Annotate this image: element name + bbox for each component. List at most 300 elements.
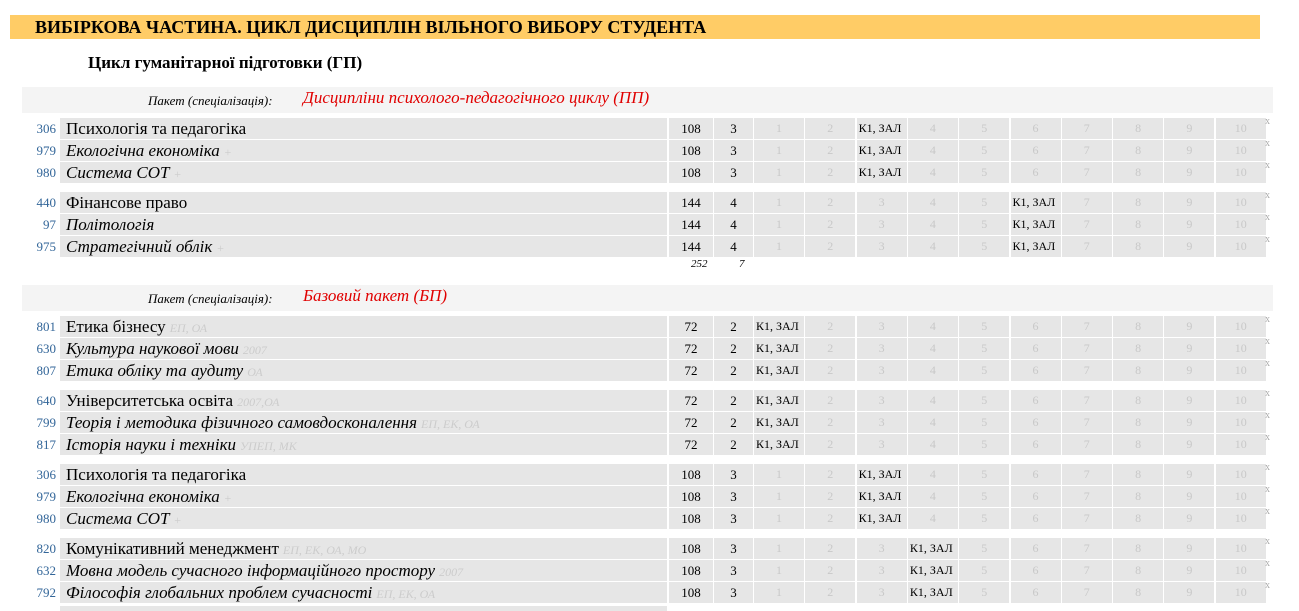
- semester-cell[interactable]: 3: [857, 338, 907, 359]
- package-name[interactable]: Базовий пакет (БП): [303, 286, 448, 305]
- course-note: ЕП, ЕК, ОА: [376, 587, 436, 601]
- semester-cell[interactable]: 8: [1113, 118, 1163, 139]
- course-note: ЕП, ОА: [169, 321, 208, 335]
- course-name[interactable]: [60, 434, 667, 455]
- remove-mark[interactable]: x: [1265, 536, 1270, 547]
- semester-cell[interactable]: 9: [1164, 316, 1214, 337]
- course-row: [0, 360, 1299, 382]
- course-id-link[interactable]: 980: [36, 511, 56, 526]
- semester-cell[interactable]: 4: [908, 192, 958, 213]
- semester-assessment[interactable]: К1, ЗАЛ: [754, 316, 804, 337]
- semester-cell[interactable]: 6: [1011, 390, 1061, 411]
- course-credits: 3: [714, 560, 753, 581]
- remove-mark[interactable]: x: [1265, 432, 1270, 443]
- semester-cell[interactable]: 5: [959, 316, 1009, 337]
- semester-assessment[interactable]: К1, ЗАЛ: [908, 560, 958, 581]
- course-name[interactable]: [60, 118, 667, 139]
- semester-cell[interactable]: 5: [959, 338, 1009, 359]
- semester-cell[interactable]: 9: [1164, 162, 1214, 183]
- semester-cell[interactable]: 4: [908, 236, 958, 257]
- remove-mark[interactable]: x: [1265, 506, 1270, 517]
- semester-assessment[interactable]: К1, ЗАЛ: [754, 360, 804, 381]
- semester-cell[interactable]: 5: [959, 486, 1009, 507]
- course-name[interactable]: [60, 338, 667, 359]
- semester-cell[interactable]: 3: [857, 214, 907, 235]
- semester-cell[interactable]: 5: [959, 434, 1009, 455]
- semester-cell[interactable]: 2: [805, 560, 855, 581]
- semester-cell[interactable]: 9: [1164, 236, 1214, 257]
- semester-cell[interactable]: 3: [857, 192, 907, 213]
- semester-cell[interactable]: 7: [1062, 214, 1112, 235]
- semester-cell[interactable]: 10: [1216, 390, 1266, 411]
- remove-mark[interactable]: x: [1265, 160, 1270, 171]
- course-row: [0, 508, 1299, 530]
- semester-assessment[interactable]: К1, ЗАЛ: [857, 118, 907, 139]
- semester-cell[interactable]: 4: [908, 214, 958, 235]
- course-hours: 108: [669, 162, 713, 183]
- course-row: [0, 162, 1299, 184]
- semester-assessment[interactable]: К1, ЗАЛ: [857, 140, 907, 161]
- course-note: УПЕП, МК: [240, 439, 297, 453]
- semester-cell[interactable]: 5: [959, 214, 1009, 235]
- package-header: [22, 285, 1273, 311]
- course-credits: 2: [714, 360, 753, 381]
- semester-cell[interactable]: 1: [754, 560, 804, 581]
- semester-cell[interactable]: 7: [1062, 412, 1112, 433]
- semester-cell[interactable]: 1: [754, 236, 804, 257]
- semester-cell[interactable]: 8: [1113, 560, 1163, 581]
- semester-cell[interactable]: 9: [1164, 338, 1214, 359]
- semester-cell[interactable]: 2: [805, 140, 855, 161]
- semester-cell[interactable]: 8: [1113, 162, 1163, 183]
- course-credits: 3: [714, 118, 753, 139]
- course-id-link[interactable]: 801: [36, 319, 56, 334]
- course-id-link[interactable]: 807: [36, 363, 56, 378]
- course-name[interactable]: [60, 236, 667, 257]
- semester-cell[interactable]: 5: [959, 412, 1009, 433]
- semester-cell[interactable]: 7: [1062, 390, 1112, 411]
- semester-assessment[interactable]: К1, ЗАЛ: [754, 412, 804, 433]
- cycle-title: Цикл гуманітарної підготовки (ГП): [88, 53, 363, 72]
- semester-cell[interactable]: 6: [1011, 582, 1061, 603]
- semester-cell[interactable]: 2: [805, 338, 855, 359]
- semester-cell[interactable]: 10: [1216, 214, 1266, 235]
- semester-cell[interactable]: 3: [857, 434, 907, 455]
- course-id-link[interactable]: 440: [36, 195, 56, 210]
- semester-cell[interactable]: 5: [959, 140, 1009, 161]
- remove-mark[interactable]: x: [1265, 336, 1270, 347]
- semester-cell[interactable]: 5: [959, 192, 1009, 213]
- semester-cell[interactable]: 7: [1062, 338, 1112, 359]
- course-id-link[interactable]: 792: [36, 585, 56, 600]
- course-title[interactable]: Екологічна економіка: [66, 487, 220, 506]
- semester-cell[interactable]: 1: [754, 486, 804, 507]
- course-name[interactable]: [60, 508, 667, 529]
- course-title[interactable]: Етика обліку та аудиту: [66, 361, 244, 380]
- semester-cell[interactable]: 4: [908, 412, 958, 433]
- semester-cell[interactable]: 3: [857, 316, 907, 337]
- semester-cell[interactable]: 10: [1216, 236, 1266, 257]
- remove-mark[interactable]: x: [1265, 190, 1270, 201]
- semester-cell[interactable]: 6: [1011, 538, 1061, 559]
- course-title[interactable]: Психологія та педагогіка: [66, 119, 247, 138]
- course-title[interactable]: Культура наукової мови: [66, 339, 239, 358]
- course-id-link[interactable]: 306: [36, 467, 56, 482]
- course-name[interactable]: [60, 560, 667, 581]
- semester-cell[interactable]: 6: [1011, 360, 1061, 381]
- remove-mark[interactable]: x: [1265, 212, 1270, 223]
- semester-assessment[interactable]: К1, ЗАЛ: [1011, 214, 1061, 235]
- course-credits: 2: [714, 316, 753, 337]
- semester-cell[interactable]: 3: [857, 360, 907, 381]
- semester-cell[interactable]: 7: [1062, 434, 1112, 455]
- course-name[interactable]: [60, 214, 667, 235]
- course-credits: 3: [714, 140, 753, 161]
- semester-cell[interactable]: 10: [1216, 486, 1266, 507]
- semester-cell[interactable]: 2: [805, 192, 855, 213]
- course-title[interactable]: Екологічна економіка: [66, 141, 220, 160]
- course-name[interactable]: [60, 390, 667, 411]
- course-id-link[interactable]: 632: [36, 563, 56, 578]
- semester-cell[interactable]: 9: [1164, 560, 1214, 581]
- course-title[interactable]: Університетська освіта: [66, 391, 234, 410]
- course-note: 2007: [439, 565, 464, 579]
- semester-cell[interactable]: 5: [959, 118, 1009, 139]
- course-title[interactable]: Філософія глобальних проблем сучасності: [66, 583, 373, 602]
- semester-cell[interactable]: 3: [857, 560, 907, 581]
- semester-cell[interactable]: 10: [1216, 162, 1266, 183]
- course-id-link[interactable]: 980: [36, 165, 56, 180]
- course-credits: 2: [714, 434, 753, 455]
- remove-mark[interactable]: x: [1265, 358, 1270, 369]
- semester-cell[interactable]: 9: [1164, 434, 1214, 455]
- semester-cell[interactable]: 4: [908, 338, 958, 359]
- course-note: +: [173, 167, 182, 181]
- semester-cell[interactable]: 7: [1062, 140, 1112, 161]
- course-credits: 3: [714, 464, 753, 485]
- semester-cell[interactable]: 10: [1216, 434, 1266, 455]
- semester-cell[interactable]: 8: [1113, 486, 1163, 507]
- semester-cell[interactable]: 6: [1011, 316, 1061, 337]
- semester-cell[interactable]: 6: [1011, 560, 1061, 581]
- semester-cell[interactable]: 7: [1062, 360, 1112, 381]
- course-note: +: [223, 145, 232, 159]
- semester-cell[interactable]: 2: [805, 118, 855, 139]
- package-label: Пакет (спеціалізація):: [148, 291, 273, 306]
- semester-cell[interactable]: 10: [1216, 140, 1266, 161]
- course-title[interactable]: Історія науки і техніки: [66, 435, 237, 454]
- semester-cell[interactable]: 4: [908, 360, 958, 381]
- course-name[interactable]: [60, 192, 667, 213]
- semester-cell[interactable]: 4: [908, 464, 958, 485]
- course-hours: 144: [669, 236, 713, 257]
- semester-assessment[interactable]: К1, ЗАЛ: [754, 434, 804, 455]
- semester-cell[interactable]: 2: [805, 486, 855, 507]
- semester-cell[interactable]: 5: [959, 236, 1009, 257]
- course-id-link[interactable]: 979: [36, 143, 56, 158]
- remove-mark[interactable]: x: [1265, 314, 1270, 325]
- semester-cell[interactable]: 7: [1062, 508, 1112, 529]
- course-hours: 144: [669, 192, 713, 213]
- semester-cell[interactable]: 9: [1164, 360, 1214, 381]
- course-name[interactable]: [60, 316, 667, 337]
- course-row: [0, 582, 1299, 604]
- semester-cell[interactable]: 9: [1164, 140, 1214, 161]
- semester-cell[interactable]: 4: [908, 508, 958, 529]
- semester-cell[interactable]: 8: [1113, 508, 1163, 529]
- course-title[interactable]: Етика бізнесу: [66, 317, 166, 336]
- semester-cell[interactable]: 5: [959, 538, 1009, 559]
- semester-cell[interactable]: 1: [754, 162, 804, 183]
- course-id-link[interactable]: 640: [36, 393, 56, 408]
- semester-cell[interactable]: 5: [959, 162, 1009, 183]
- course-row: [0, 192, 1299, 214]
- semester-cell[interactable]: 9: [1164, 390, 1214, 411]
- course-row: [0, 434, 1299, 456]
- semester-cell[interactable]: 10: [1216, 316, 1266, 337]
- course-id-link[interactable]: 799: [36, 415, 56, 430]
- semester-cell[interactable]: 4: [908, 390, 958, 411]
- remove-mark[interactable]: x: [1265, 388, 1270, 399]
- semester-cell[interactable]: 3: [857, 582, 907, 603]
- course-note: 2007,ОА: [237, 395, 280, 409]
- section-banner: [10, 15, 1260, 39]
- course-hours: 108: [669, 508, 713, 529]
- course-hours: 72: [669, 338, 713, 359]
- course-note: +: [223, 491, 232, 505]
- semester-cell[interactable]: 7: [1062, 118, 1112, 139]
- semester-cell[interactable]: 1: [754, 214, 804, 235]
- semester-cell[interactable]: 1: [754, 582, 804, 603]
- semester-cell[interactable]: 8: [1113, 582, 1163, 603]
- semester-cell[interactable]: 8: [1113, 538, 1163, 559]
- semester-cell[interactable]: 5: [959, 464, 1009, 485]
- semester-cell[interactable]: 7: [1062, 486, 1112, 507]
- semester-cell[interactable]: 7: [1062, 162, 1112, 183]
- semester-cell[interactable]: 1: [754, 192, 804, 213]
- course-title[interactable]: Мовна модель сучасного інформаційного простору: [66, 561, 436, 580]
- section-title: ВИБІРКОВА ЧАСТИНА. ЦИКЛ ДИСЦИПЛІН ВІЛЬНОГО ВИБОРУ СТУДЕНТА: [35, 17, 707, 37]
- course-title[interactable]: Система СОТ: [66, 509, 170, 528]
- semester-cell[interactable]: 6: [1011, 508, 1061, 529]
- semester-cell[interactable]: 10: [1216, 582, 1266, 603]
- semester-cell[interactable]: 6: [1011, 140, 1061, 161]
- semester-cell[interactable]: 6: [1011, 412, 1061, 433]
- course-credits: 2: [714, 338, 753, 359]
- course-name[interactable]: [60, 464, 667, 485]
- semester-cell[interactable]: 5: [959, 582, 1009, 603]
- course-name[interactable]: [60, 486, 667, 507]
- course-name[interactable]: [60, 140, 667, 161]
- semester-cell[interactable]: 7: [1062, 192, 1112, 213]
- course-note: ЕП, ЕК, ОА, МО: [282, 543, 367, 557]
- semester-cell[interactable]: 9: [1164, 214, 1214, 235]
- semester-assessment[interactable]: К1, ЗАЛ: [908, 538, 958, 559]
- course-row: [0, 560, 1299, 582]
- course-hours: 72: [669, 412, 713, 433]
- semester-cell[interactable]: 9: [1164, 464, 1214, 485]
- course-hours: 108: [669, 118, 713, 139]
- semester-cell[interactable]: 3: [857, 412, 907, 433]
- semester-cell[interactable]: 4: [908, 316, 958, 337]
- semester-cell[interactable]: 5: [959, 390, 1009, 411]
- semester-cell[interactable]: 8: [1113, 464, 1163, 485]
- semester-cell[interactable]: 10: [1216, 338, 1266, 359]
- course-id-link[interactable]: 306: [36, 121, 56, 136]
- course-row: [0, 412, 1299, 434]
- course-title[interactable]: Система СОТ: [66, 163, 170, 182]
- course-name[interactable]: [60, 360, 667, 381]
- semester-cell[interactable]: 8: [1113, 434, 1163, 455]
- course-title[interactable]: Психологія та педагогіка: [66, 465, 247, 484]
- semester-cell[interactable]: 10: [1216, 508, 1266, 529]
- course-id-link[interactable]: 817: [36, 437, 56, 452]
- semester-cell[interactable]: 8: [1113, 316, 1163, 337]
- semester-assessment[interactable]: К1, ЗАЛ: [1011, 192, 1061, 213]
- semester-cell[interactable]: 1: [754, 140, 804, 161]
- course-id-link[interactable]: 820: [36, 541, 56, 556]
- semester-cell[interactable]: 10: [1216, 464, 1266, 485]
- semester-cell[interactable]: 4: [908, 162, 958, 183]
- course-title[interactable]: Комунікативний менеджмент: [66, 539, 279, 558]
- semester-cell[interactable]: 2: [805, 582, 855, 603]
- semester-cell[interactable]: 9: [1164, 582, 1214, 603]
- semester-cell[interactable]: 10: [1216, 412, 1266, 433]
- semester-cell[interactable]: 6: [1011, 434, 1061, 455]
- semester-cell[interactable]: 8: [1113, 214, 1163, 235]
- semester-cell[interactable]: 6: [1011, 338, 1061, 359]
- semester-cell[interactable]: 5: [959, 508, 1009, 529]
- course-name[interactable]: [60, 582, 667, 603]
- semester-cell[interactable]: 8: [1113, 236, 1163, 257]
- semester-cell[interactable]: 10: [1216, 538, 1266, 559]
- semester-cell[interactable]: 2: [805, 508, 855, 529]
- semester-cell[interactable]: 8: [1113, 360, 1163, 381]
- remove-mark[interactable]: x: [1265, 116, 1270, 127]
- semester-cell[interactable]: 2: [805, 412, 855, 433]
- semester-cell[interactable]: 10: [1216, 560, 1266, 581]
- course-title[interactable]: Теорія і методика фізичного самовдосконалення: [66, 413, 418, 432]
- course-credits: 3: [714, 162, 753, 183]
- semester-assessment[interactable]: К1, ЗАЛ: [908, 582, 958, 603]
- semester-cell[interactable]: 7: [1062, 464, 1112, 485]
- semester-cell[interactable]: 10: [1216, 360, 1266, 381]
- semester-cell[interactable]: 10: [1216, 192, 1266, 213]
- remove-mark[interactable]: x: [1265, 484, 1270, 495]
- package-name[interactable]: Дисципліни психолого-педагогічного циклу (ПП): [303, 88, 650, 107]
- semester-cell[interactable]: 2: [805, 464, 855, 485]
- semester-cell[interactable]: 6: [1011, 118, 1061, 139]
- semester-cell[interactable]: 9: [1164, 412, 1214, 433]
- semester-cell[interactable]: 9: [1164, 192, 1214, 213]
- semester-cell[interactable]: 3: [857, 538, 907, 559]
- semester-cell[interactable]: 4: [908, 486, 958, 507]
- course-credits: 3: [714, 538, 753, 559]
- semester-cell[interactable]: 2: [805, 214, 855, 235]
- remove-mark[interactable]: x: [1265, 138, 1270, 149]
- semester-cell[interactable]: 8: [1113, 412, 1163, 433]
- semester-cell[interactable]: 2: [805, 236, 855, 257]
- semester-cell[interactable]: 9: [1164, 508, 1214, 529]
- course-id-link[interactable]: 97: [43, 217, 56, 232]
- semester-cell[interactable]: 1: [754, 464, 804, 485]
- semester-cell[interactable]: 6: [1011, 162, 1061, 183]
- semester-cell[interactable]: 8: [1113, 390, 1163, 411]
- semester-cell[interactable]: 9: [1164, 486, 1214, 507]
- course-id-link[interactable]: 630: [36, 341, 56, 356]
- semester-cell[interactable]: 2: [805, 316, 855, 337]
- semester-assessment[interactable]: К1, ЗАЛ: [857, 486, 907, 507]
- semester-cell[interactable]: 2: [805, 162, 855, 183]
- course-title[interactable]: Політологія: [66, 215, 155, 234]
- semester-assessment[interactable]: К1, ЗАЛ: [754, 338, 804, 359]
- remove-mark[interactable]: x: [1265, 410, 1270, 421]
- semester-cell[interactable]: 4: [908, 140, 958, 161]
- course-name[interactable]: [60, 538, 667, 559]
- semester-cell[interactable]: 7: [1062, 316, 1112, 337]
- semester-cell[interactable]: 5: [959, 360, 1009, 381]
- course-hours: 72: [669, 390, 713, 411]
- course-title[interactable]: Фінансове право: [66, 193, 188, 212]
- semester-cell[interactable]: 6: [1011, 486, 1061, 507]
- semester-cell[interactable]: 6: [1011, 464, 1061, 485]
- semester-cell[interactable]: 8: [1113, 140, 1163, 161]
- semester-cell[interactable]: 5: [959, 560, 1009, 581]
- semester-cell[interactable]: 7: [1062, 236, 1112, 257]
- semester-cell[interactable]: 9: [1164, 118, 1214, 139]
- semester-cell[interactable]: 3: [857, 236, 907, 257]
- semester-cell[interactable]: 1: [754, 118, 804, 139]
- course-id-link[interactable]: 975: [36, 239, 56, 254]
- semester-cell[interactable]: 4: [908, 118, 958, 139]
- course-note: +: [216, 241, 225, 255]
- course-title[interactable]: Стратегічний облік: [66, 237, 213, 256]
- semester-cell[interactable]: 3: [857, 390, 907, 411]
- semester-cell[interactable]: 9: [1164, 538, 1214, 559]
- semester-cell[interactable]: 8: [1113, 192, 1163, 213]
- semester-assessment[interactable]: К1, ЗАЛ: [857, 162, 907, 183]
- semester-cell[interactable]: 2: [805, 360, 855, 381]
- semester-cell[interactable]: 7: [1062, 560, 1112, 581]
- semester-cell[interactable]: 8: [1113, 338, 1163, 359]
- remove-mark[interactable]: x: [1265, 580, 1270, 591]
- semester-cell[interactable]: 1: [754, 538, 804, 559]
- semester-assessment[interactable]: К1, ЗАЛ: [1011, 236, 1061, 257]
- semester-assessment[interactable]: К1, ЗАЛ: [857, 508, 907, 529]
- remove-mark[interactable]: x: [1265, 558, 1270, 569]
- semester-cell[interactable]: 4: [908, 434, 958, 455]
- remove-mark[interactable]: x: [1265, 462, 1270, 473]
- course-name[interactable]: [60, 412, 667, 433]
- course-id-link[interactable]: 979: [36, 489, 56, 504]
- course-row: [0, 538, 1299, 560]
- semester-assessment[interactable]: К1, ЗАЛ: [754, 390, 804, 411]
- remove-mark[interactable]: x: [1265, 234, 1270, 245]
- course-name[interactable]: [60, 162, 667, 183]
- semester-cell[interactable]: 2: [805, 390, 855, 411]
- course-row: [0, 214, 1299, 236]
- semester-assessment[interactable]: К1, ЗАЛ: [857, 464, 907, 485]
- semester-cell[interactable]: 10: [1216, 118, 1266, 139]
- course-note: ЕП, ЕК, ОА: [421, 417, 480, 431]
- semester-cell[interactable]: 2: [805, 434, 855, 455]
- course-credits: 3: [714, 486, 753, 507]
- semester-cell[interactable]: 7: [1062, 582, 1112, 603]
- semester-cell[interactable]: 7: [1062, 538, 1112, 559]
- semester-cell[interactable]: 1: [754, 508, 804, 529]
- course-hours: 72: [669, 434, 713, 455]
- semester-cell[interactable]: 2: [805, 538, 855, 559]
